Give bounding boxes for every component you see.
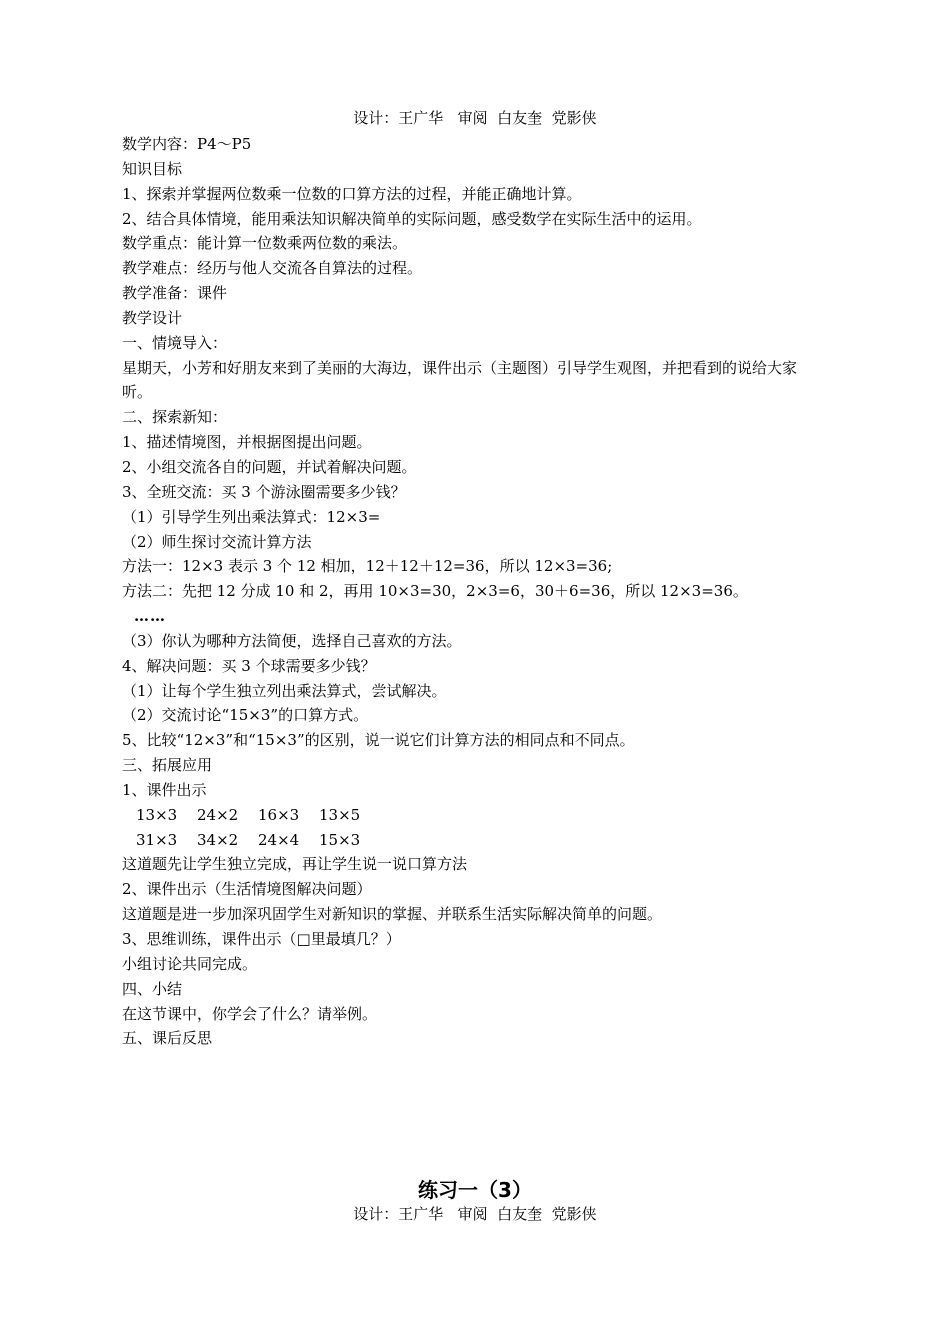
exercise-cell: 13×3 bbox=[136, 805, 178, 824]
sub-step-item: （1）引导学生列出乘法算式：12×3= bbox=[122, 507, 381, 526]
step-item: 2、小组交流各自的问题，并试着解决问题。 bbox=[122, 457, 417, 476]
note-paragraph: 在这节课中，你学会了什么？请举例。 bbox=[122, 1004, 378, 1023]
exercise-cell: 13×5 bbox=[319, 805, 361, 824]
paragraph-scenario: 星期天，小芳和好朋友来到了美丽的大海边，课件出示（主题图）引导学生观图，并把看到的说给大家听。 bbox=[122, 358, 798, 402]
exercise-row bbox=[122, 828, 822, 853]
exercise-cell: 16×3 bbox=[258, 805, 300, 824]
step-item: 4、解决问题：买 3 个球需要多少钱？ bbox=[122, 656, 376, 675]
sub-step-item: （2）师生探讨交流计算方法 bbox=[122, 532, 312, 551]
heading-knowledge-goals: 知识目标 bbox=[122, 159, 183, 178]
difficulty: 教学难点：经历与他人交流各自算法的过程。 bbox=[122, 259, 423, 278]
step-item: 3、思维训练，课件出示（□里最填几？） bbox=[122, 930, 401, 948]
goal-item: 1、探索并掌握两位数乘一位数的口算方法的过程，并能正确地计算。 bbox=[122, 184, 582, 203]
goal-item: 2、结合具体情境，能用乘法知识解决简单的实际问题，感受数学在实际生活中的运用。 bbox=[122, 209, 702, 228]
exercise-row bbox=[122, 803, 822, 828]
footer-credit: 设计：王广华 审阅 白友奎 党影侠 bbox=[353, 1205, 597, 1223]
section-heading: 五、课后反思 bbox=[122, 1029, 213, 1048]
method-item: 方法一：12×3 表示 3 个 12 相加，12＋12＋12=36，所以 12×3=36; bbox=[122, 557, 613, 576]
exercise-cell: 15×3 bbox=[319, 830, 361, 849]
exercise-cell: 31×3 bbox=[136, 830, 178, 849]
exercise-cell: 24×2 bbox=[197, 805, 239, 824]
step-item: 5、比较“12×3”和“15×3”的区别，说一说它们计算方法的相同点和不同点。 bbox=[122, 731, 635, 750]
step-item: 1、课件出示 bbox=[122, 780, 207, 799]
section-heading: 二、探索新知： bbox=[122, 408, 228, 427]
heading-teaching-design: 教学设计 bbox=[122, 308, 183, 327]
method-item: 方法二：先把 12 分成 10 和 2，再用 10×3=30，2×3=6，30＋6=36，所以 12×3=36。 bbox=[122, 582, 748, 601]
exercise-cell: 24×4 bbox=[258, 830, 300, 849]
preparation: 教学准备：课件 bbox=[122, 284, 228, 303]
section-heading: 三、拓展应用 bbox=[122, 756, 213, 775]
section-heading: 四、小结 bbox=[122, 979, 183, 998]
step-item: 1、描述情境图，并根据图提出问题。 bbox=[122, 433, 372, 452]
step-item: 3、全班交流：买 3 个游泳圈需要多少钱？ bbox=[122, 482, 406, 501]
note-paragraph: 这道题是进一步加深巩固学生对新知识的掌握、并联系生活实际解决简单的问题。 bbox=[122, 905, 663, 924]
note-paragraph: 小组讨论共同完成。 bbox=[122, 954, 258, 973]
next-section-title: 练习一（3） bbox=[418, 1178, 532, 1202]
key-point: 数学重点：能计算一位数乘两位数的乘法。 bbox=[122, 234, 408, 253]
lesson-body bbox=[122, 132, 822, 1051]
sub-step-item: （2）交流讨论“15×3”的口算方式。 bbox=[122, 706, 369, 725]
ellipsis: …… bbox=[134, 607, 166, 626]
sub-step-item: （3）你认为哪种方法简便，选择自己喜欢的方法。 bbox=[122, 631, 462, 650]
step-item: 2、课件出示（生活情境图解决问题） bbox=[122, 880, 372, 899]
note-paragraph: 这道题先让学生独立完成，再让学生说一说口算方法 bbox=[122, 855, 468, 874]
header-credit: 设计：王广华 审阅 白友奎 党影侠 bbox=[353, 109, 597, 127]
sub-step-item: （1）让每个学生独立列出乘法算式，尝试解决。 bbox=[122, 681, 447, 700]
exercise-cell: 34×2 bbox=[197, 830, 239, 849]
section-heading: 一、情境导入： bbox=[122, 333, 228, 352]
content-range: 数学内容：P4～P5 bbox=[122, 135, 252, 153]
